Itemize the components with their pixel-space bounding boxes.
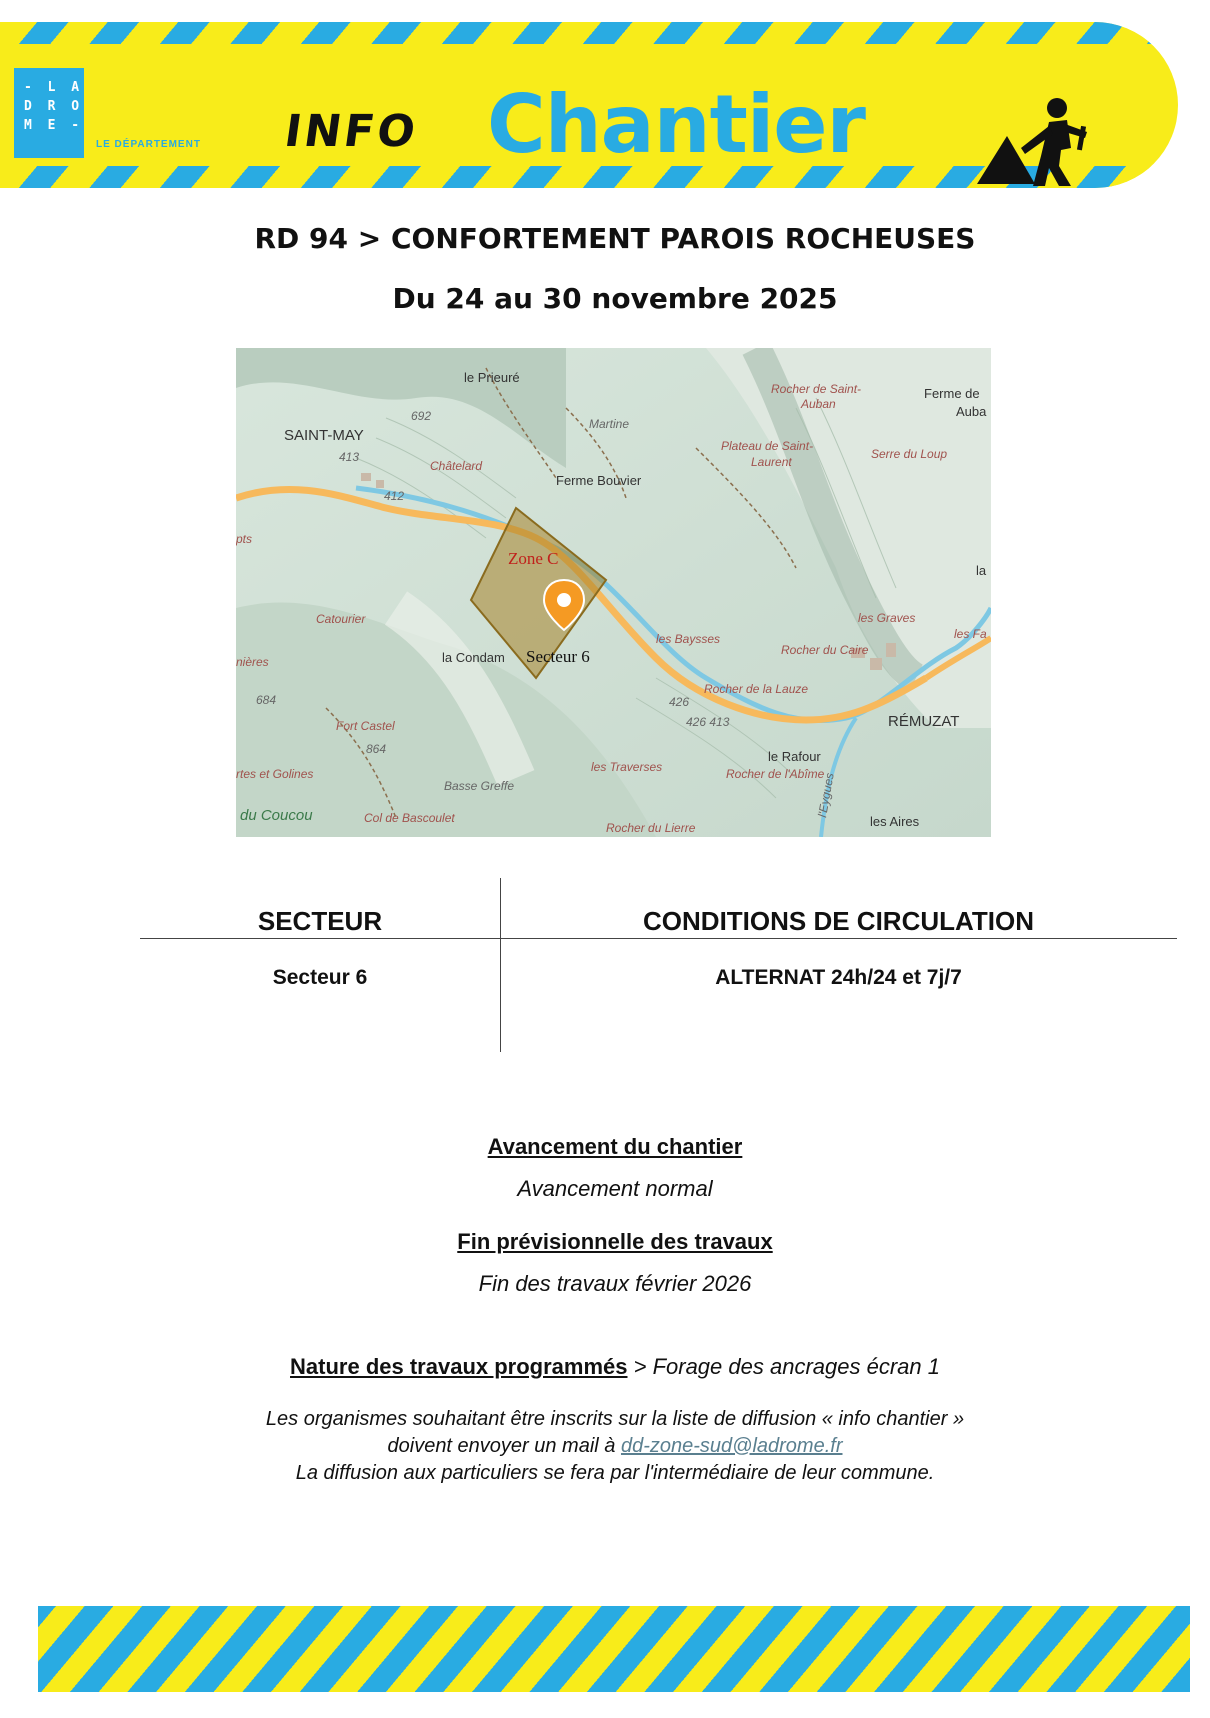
table-divider-vertical	[500, 878, 501, 1052]
map-label-remuzat: RÉMUZAT	[888, 713, 960, 730]
map-label-rocher-de-la-lauze: Rocher de la Lauze	[704, 682, 809, 696]
map-label-le-rafour: le Rafour	[768, 749, 821, 764]
map-label-rocher-saint-auban-1: Rocher de Saint-	[771, 382, 862, 396]
table-header-secteur: SECTEUR	[257, 906, 383, 936]
map-label-les-graves: les Graves	[858, 611, 916, 625]
notice-line-2	[0, 1433, 1210, 1460]
map-label-rocher-du-caire: Rocher du Caire	[781, 643, 869, 657]
email-link[interactable]: dd-zone-sud@ladrome.fr	[620, 1435, 843, 1457]
map-label-les-traverses: les Traverses	[591, 760, 663, 774]
map-label-ferme-bouvier: Ferme Bouvier	[556, 473, 642, 488]
map-label-alt-412: 412	[384, 489, 405, 503]
map-label-plateau-saint-laurent-1: Plateau de Saint-	[721, 439, 814, 453]
table-divider-horizontal	[140, 938, 1177, 939]
map-label-alt-684: 684	[256, 693, 277, 707]
map-label-basse-greffe: Basse Greffe	[444, 779, 515, 793]
info-word: INFO	[281, 106, 422, 157]
map-label-secteur-6: Secteur 6	[526, 647, 590, 666]
map-label-la-condam: la Condam	[442, 650, 505, 665]
map-label-les-aires: les Aires	[870, 814, 920, 829]
map-label-les-fa: les Fa	[954, 627, 987, 641]
page-title: RD 94 > CONFORTEMENT PAROIS ROCHEUSES	[254, 222, 976, 255]
progress-value: Avancement normal	[517, 1176, 713, 1201]
table-cell-conditions: ALTERNAT 24h/24 et 7j/7	[715, 966, 962, 989]
map-label-ferme-de-2: Auba	[956, 404, 987, 419]
map-label-martine: Martine	[589, 417, 630, 431]
nature-value: > Forage des ancrages écran 1	[627, 1354, 940, 1379]
map-label-plateau-saint-laurent-2: Laurent	[751, 455, 792, 469]
progress-heading: Avancement du chantier	[487, 1134, 743, 1159]
map-label-rocher-du-lierre: Rocher du Lierre	[606, 821, 696, 835]
notice-line-2-prefix: doivent envoyer un mail à	[387, 1435, 621, 1457]
chantier-word: Chantier	[487, 78, 865, 171]
map-label-nieres: nières	[236, 655, 269, 669]
map-label-alt-426-413: 426 413	[686, 715, 730, 729]
map-label-rocher-de-l-abime: Rocher de l'Abîme	[726, 767, 825, 781]
date-range: Du 24 au 30 novembre 2025	[392, 282, 838, 315]
header-banner	[0, 22, 1178, 188]
notice-line-1: Les organismes souhaitant être inscrits sur la liste de diffusion « info chantier »	[265, 1408, 965, 1430]
map-label-du-coucou: du Coucou	[240, 807, 313, 824]
footer-stripes	[38, 1606, 1190, 1692]
map-label-zone-c: Zone C	[508, 549, 559, 568]
map-label-chatelard: Châtelard	[430, 459, 483, 473]
banner-top-stripes	[0, 22, 1178, 44]
map-label-tes-et-golines: rtes et Golines	[236, 767, 314, 781]
department-label: LE DÉPARTEMENT	[96, 139, 201, 150]
map-label-alt-413: 413	[339, 450, 360, 464]
map-canvas	[236, 348, 991, 837]
la-drome-logo: - L A D R O M E -	[14, 68, 84, 158]
map-label-l-eygues: l'Eygues	[815, 771, 837, 819]
nature-heading: Nature des travaux programmés	[290, 1354, 628, 1379]
end-heading: Fin prévisionnelle des travaux	[457, 1229, 773, 1254]
end-value: Fin des travaux février 2026	[478, 1271, 752, 1296]
map-label-fort-castel: Fort Castel	[336, 719, 395, 733]
road-worker-icon	[975, 96, 1095, 188]
map-label-la: la	[976, 563, 987, 578]
map-label-ferme-de-1: Ferme de	[924, 386, 980, 401]
map-label-rocher-saint-auban-2: Auban	[801, 397, 836, 411]
table-header-conditions: CONDITIONS DE CIRCULATION	[643, 906, 1034, 936]
map-label-serre-du-loup: Serre du Loup	[871, 447, 948, 461]
table-cell-secteur: Secteur 6	[272, 966, 368, 989]
map-label-catourier: Catourier	[316, 612, 366, 626]
map-label-le-prieure: le Prieuré	[464, 370, 520, 385]
map-label-alt-692: 692	[411, 409, 432, 423]
nature-line	[0, 1354, 1210, 1380]
site-map	[236, 348, 991, 837]
map-label-pts: pts	[236, 532, 253, 546]
map-label-alt-426: 426	[669, 695, 690, 709]
notice-line-3: La diffusion aux particuliers se fera par l'intermédiaire de leur commune.	[295, 1462, 935, 1484]
map-label-col-de-bascoulet: Col de Bascoulet	[364, 811, 455, 825]
map-label-saint-may: SAINT-MAY	[284, 427, 364, 444]
map-label-les-baysses: les Baysses	[656, 632, 721, 646]
map-label-alt-864: 864	[366, 742, 387, 756]
